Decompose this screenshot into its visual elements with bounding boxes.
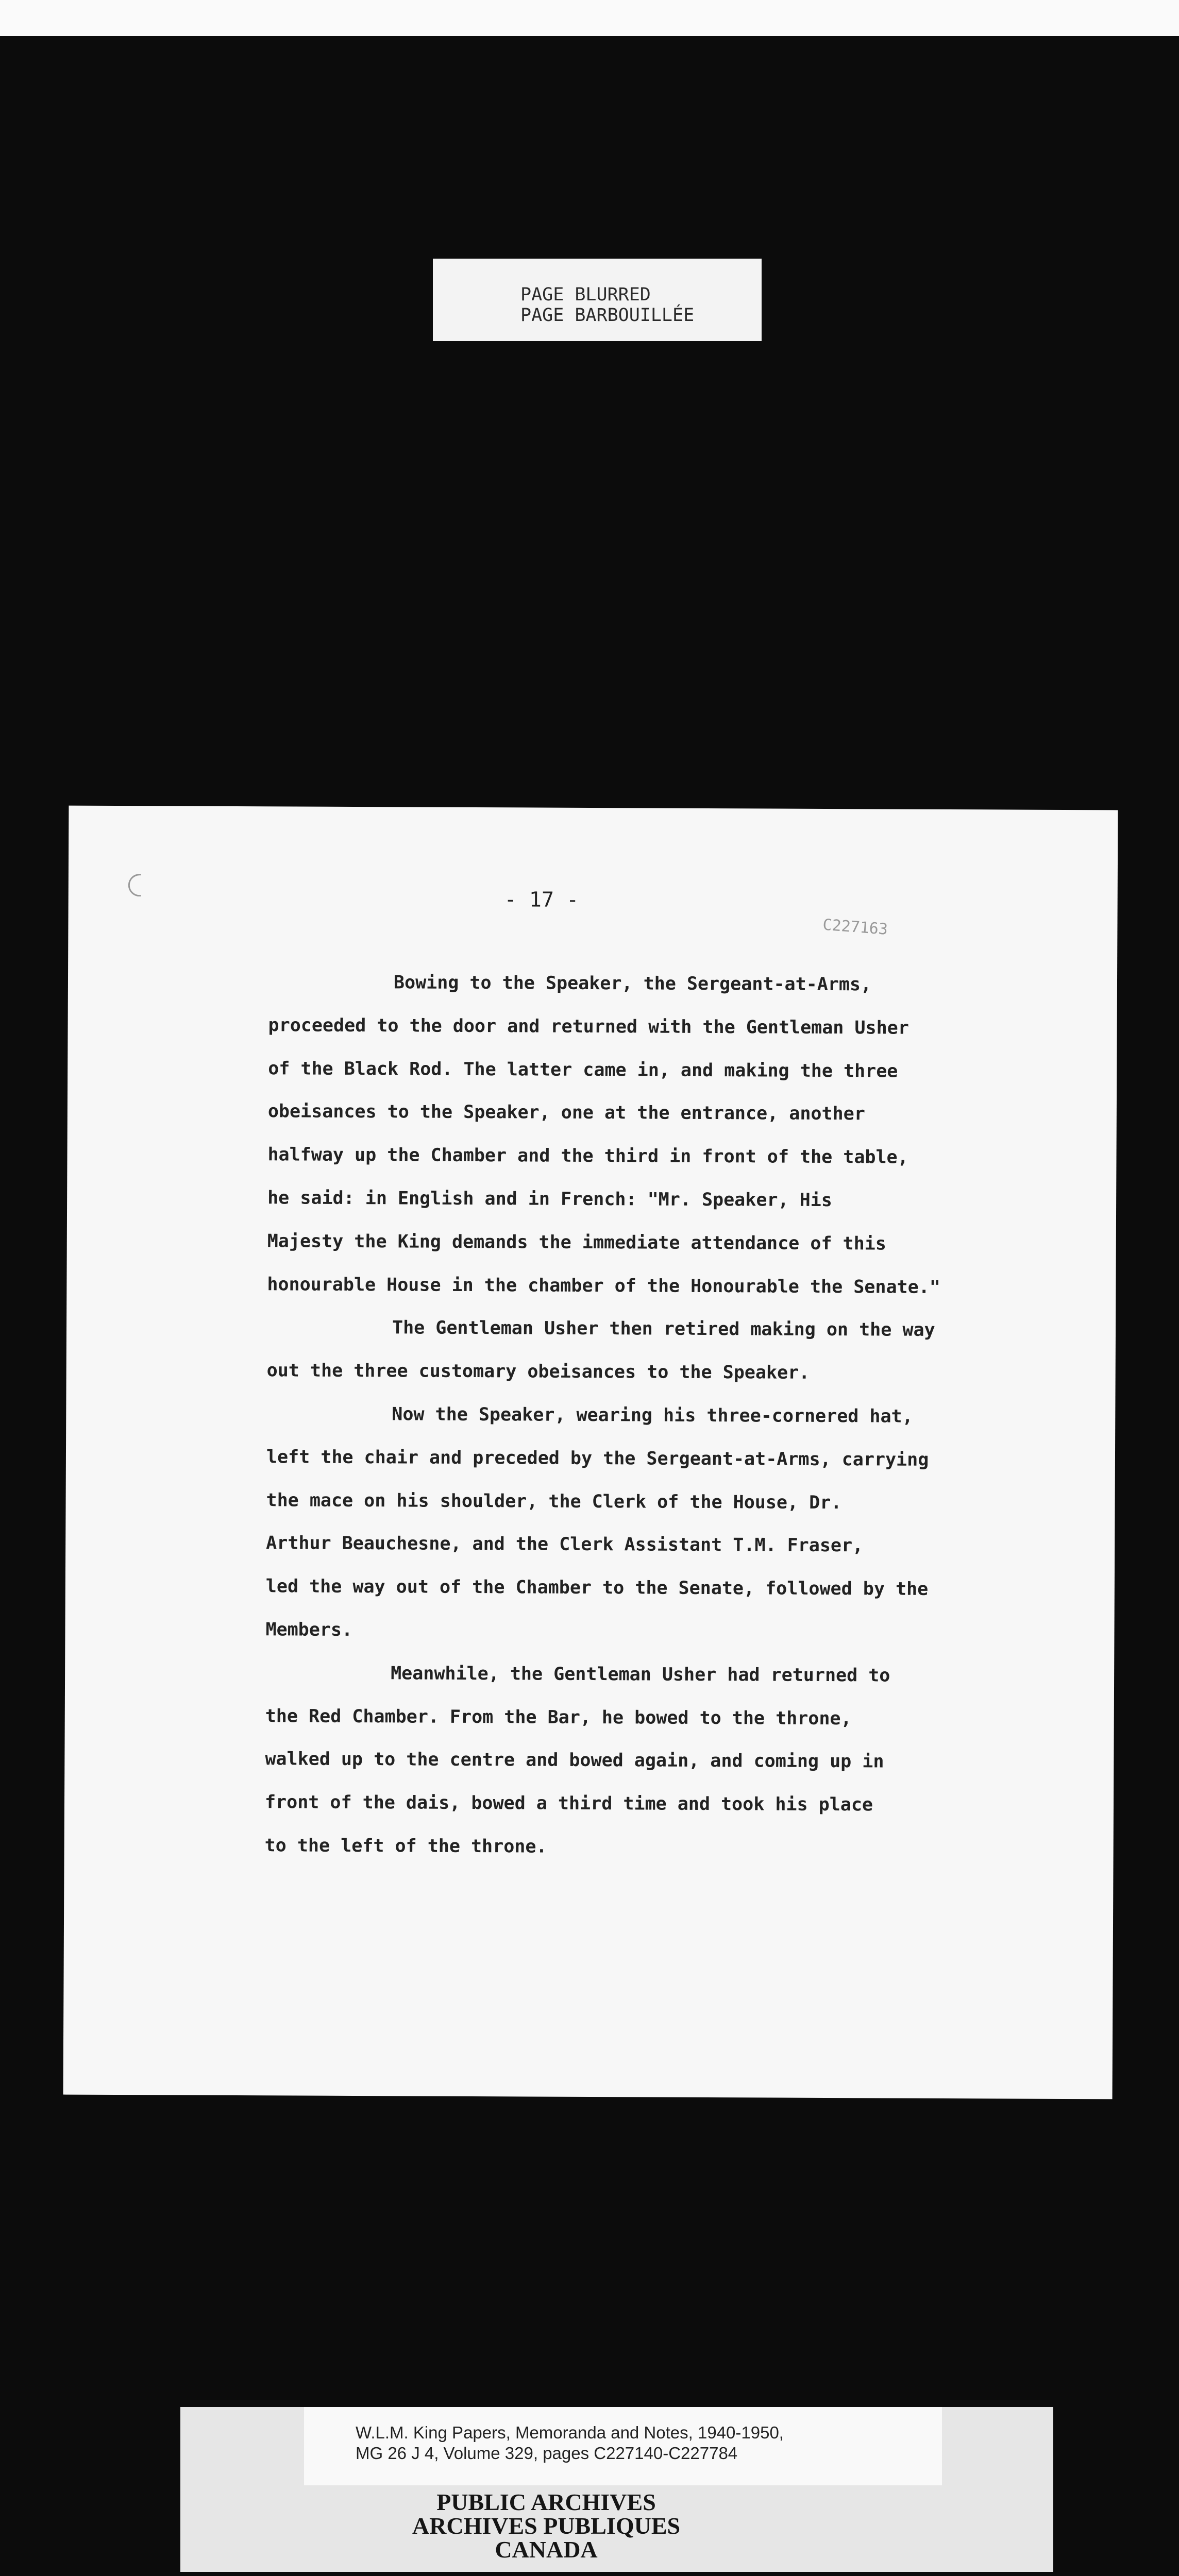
archive-name-country: CANADA bbox=[495, 2536, 598, 2563]
text-line: the mace on his shoulder, the Clerk of the House, Dr. bbox=[266, 1489, 842, 1513]
document-body bbox=[264, 961, 1114, 1871]
archive-card bbox=[180, 2407, 1053, 2572]
archive-name bbox=[402, 2490, 690, 2562]
margin-mark bbox=[128, 874, 141, 896]
archive-name-english: PUBLIC ARCHIVES bbox=[436, 2489, 656, 2515]
archive-citation-slip bbox=[304, 2407, 942, 2485]
text-line: proceeded to the door and returned with the Gentleman Usher bbox=[268, 1015, 909, 1039]
text-line: Bowing to the Speaker, the Sergeant-at-Arms, bbox=[393, 972, 872, 995]
text-line: led the way out of the Chamber to the Senate, followed by the bbox=[265, 1576, 929, 1600]
page-stamp: C227163 bbox=[822, 916, 889, 939]
text-line: of the Black Rod. The latter came in, and making the three bbox=[268, 1058, 898, 1082]
film-top-strip bbox=[0, 0, 1179, 36]
archive-name-french: ARCHIVES PUBLIQUES bbox=[412, 2513, 681, 2539]
text-line: honourable House in the chamber of the Honourable the Senate." bbox=[267, 1274, 940, 1298]
text-line: left the chair and preceded by the Sergeant-at-Arms, carrying bbox=[266, 1447, 929, 1470]
page-blurred-label bbox=[433, 259, 762, 341]
text-line: The Gentleman Usher then retired making on the way bbox=[392, 1317, 935, 1341]
page-blurred-label-english: PAGE BLURRED bbox=[520, 284, 651, 305]
text-line: obeisances to the Speaker, one at the entrance, another bbox=[267, 1101, 865, 1125]
archive-citation-line: MG 26 J 4, Volume 329, pages C227140-C227784 bbox=[356, 2444, 738, 2463]
text-line: he said: in English and in French: "Mr. Speaker, His bbox=[267, 1188, 832, 1211]
text-line: to the left of the throne. bbox=[264, 1835, 547, 1857]
text-line: Members. bbox=[265, 1619, 353, 1640]
text-line: the Red Chamber. From the Bar, he bowed to the throne, bbox=[265, 1705, 852, 1729]
text-line: front of the dais, bowed a third time and took his place bbox=[264, 1792, 873, 1816]
text-line: Now the Speaker, wearing his three-cornered hat, bbox=[392, 1404, 913, 1427]
text-line: halfway up the Chamber and the third in front of the table, bbox=[267, 1144, 908, 1168]
text-line: Majesty the King demands the immediate attendance of this bbox=[267, 1231, 886, 1255]
text-line: out the three customary obeisances to the Speaker. bbox=[266, 1360, 810, 1384]
text-line: Meanwhile, the Gentleman Usher had returned to bbox=[391, 1663, 890, 1686]
page-number: - 17 - bbox=[504, 888, 579, 912]
archive-citation-line: W.L.M. King Papers, Memoranda and Notes, 1940-1950, bbox=[356, 2423, 784, 2442]
page-blurred-label-french: PAGE BARBOUILLÉE bbox=[520, 305, 695, 326]
document-page bbox=[63, 806, 1118, 2099]
text-line: Arthur Beauchesne, and the Clerk Assistant T.M. Fraser, bbox=[266, 1533, 864, 1556]
archive-citation bbox=[356, 2422, 784, 2464]
text-line: walked up to the centre and bowed again, and coming up in bbox=[265, 1749, 884, 1772]
